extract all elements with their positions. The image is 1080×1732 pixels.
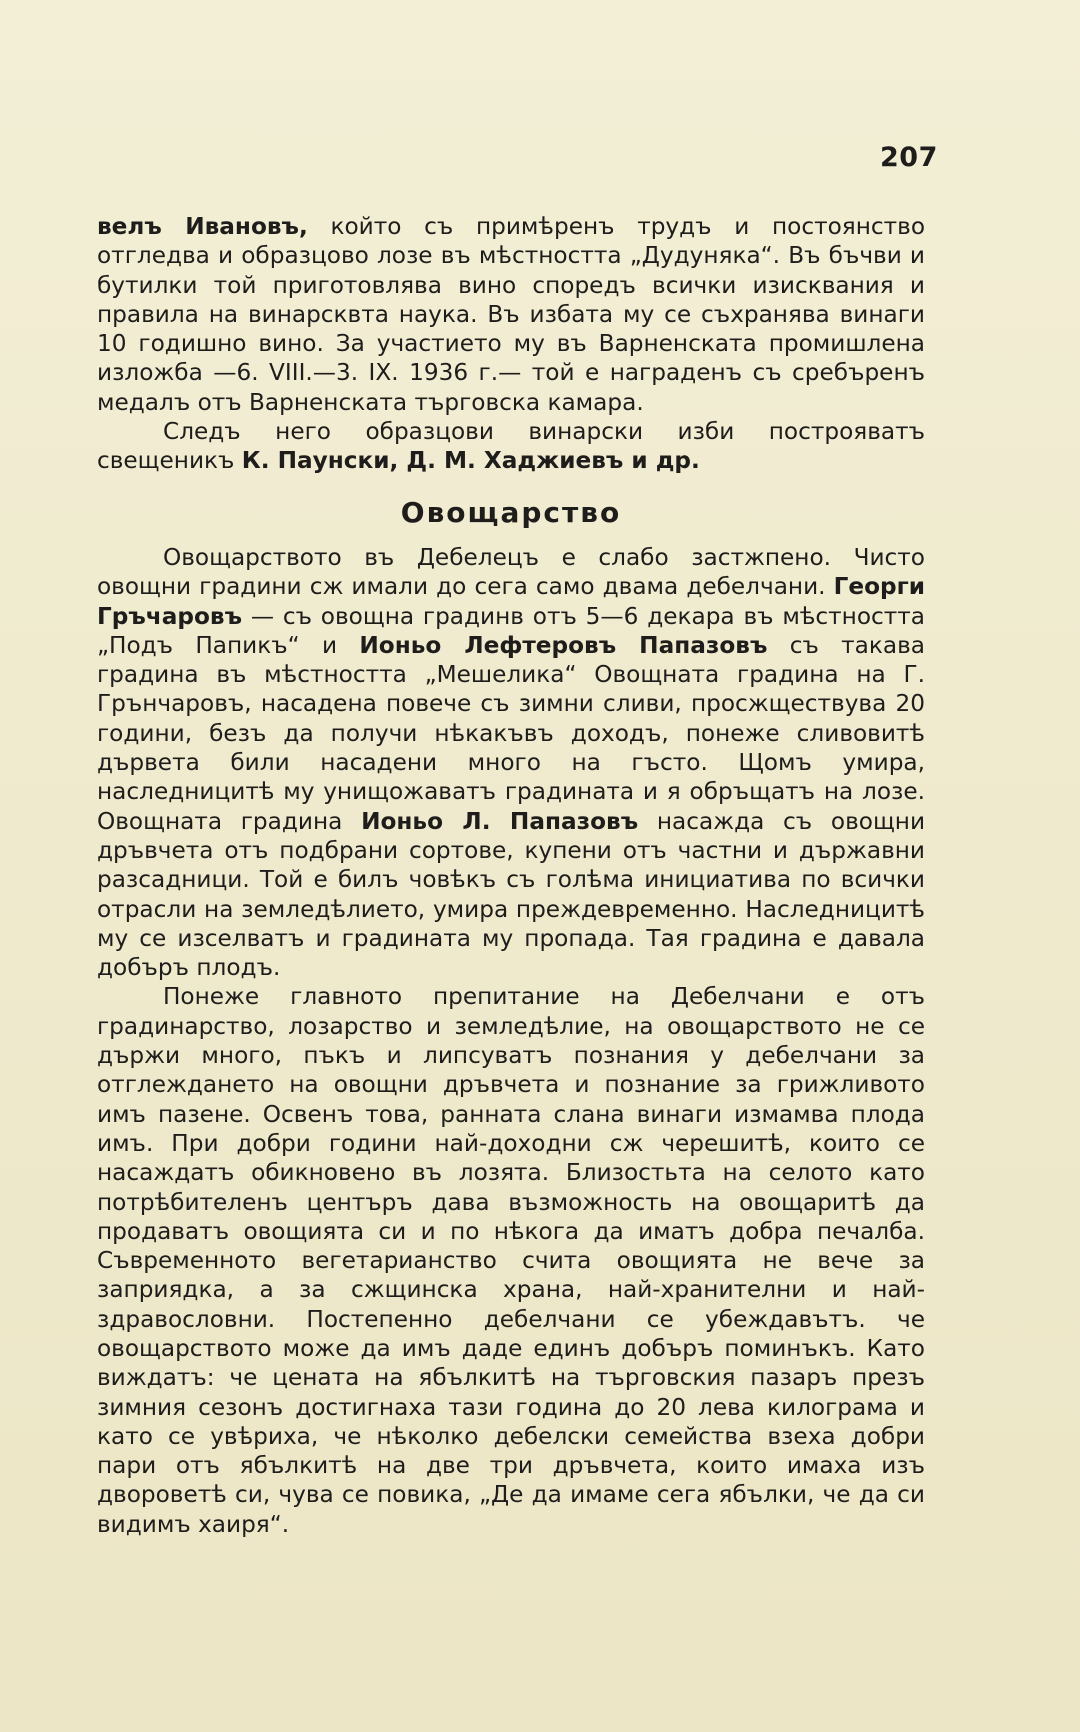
paragraph-text: — съ овощна градинв отъ 5—6 декара въ мѣстността „Подъ Папикъ“ и: [97, 602, 925, 659]
paragraph-text: съ такава градина въ мѣстността „Мешелика“ Овощната градина на Г. Грънчаровъ, насадена повече съ зимни сливи, просжществува 20 години, безъ да получи нѣкакъвъ доходъ, понеже сливовитѣ дървета били насадени много на гъсто. Щомъ умира, наследницитѣ му унищожаватъ градината и я обръщатъ на лозе. Овощната градина: [97, 631, 925, 835]
person-name: Георги Гръчаровъ: [97, 573, 925, 630]
section-heading: Овощарство: [400, 495, 622, 529]
paragraph-text: Следъ него образцови винарски изби построяватъ свещеникъ: [97, 418, 925, 475]
paragraph-winemaker: [97, 212, 925, 417]
body-text: [97, 212, 925, 1539]
person-name: велъ Ивановъ,: [97, 213, 308, 240]
person-names: К. Паунски, Д. М. Хаджиевъ и др.: [241, 447, 700, 475]
paragraph-text: който съ примѣренъ трудъ и постоянство отгледва и образцово лозе въ мѣстността „Дудуняка“. Въ бъчви и бутилки той приготовлява вино споредъ всички изисквания и правила на винарсквта наука. Въ избата му се съхранява винаги 10 годишно вино. За участието му въ Варненската промишлена изложба —6. VIII.—3. IX. 1936 г.— той е награденъ съ сребъренъ медалъ отъ Варненската търговска камара.: [97, 213, 926, 416]
person-name: Ионьо Л. Папазовъ: [361, 807, 639, 835]
person-name: Ионьо Лефтеровъ Папазовъ: [359, 631, 768, 659]
paragraph-text: Понеже главното препитание на Дебелчани е отъ градинарство, лозарство и земледѣлие, на овощарството не се държи много, пъкъ и липсуватъ познания у дебелчани за отглеждането на овощни дръвчета и познание за грижливото имъ пазене. Освенъ това, ранната слана винаги измамва плода имъ. При добри години най-доходни сж черешитѣ, които се насаждатъ обикновено въ лозята. Близостьта на селото като потрѣбителенъ центъръ дава възможность на овощаритѣ да продаватъ овощията си и по нѣкога да иматъ добра печалба. Съвременното вегетарианство счита овощията не вече за заприядка, а за сжщинска храна, най-хранителни и най-здравословни. Постепенно дебелчани се убеждавътъ. че овощарството може да имъ даде единъ добъръ поминъкъ. Като виждатъ: че цената на ябълкитѣ на търговския пазаръ презъ зимния сезонъ достигнаха тази година до 20 лева килограма и като се увѣриха, че нѣколко дебелски семейства взеха добри пари отъ ябълкитѣ на две три дръвчета, които имаха изъ дворовeтѣ си, чува се повика, „Де да имаме сега ябълки, че да си видимъ хаиря“.: [97, 983, 925, 1538]
paragraph-wine-cellars: [97, 417, 925, 476]
paragraph-fruit-growing: [97, 982, 925, 1539]
paragraph-text: насажда съ овощни дръвчета отъ подбрани сортове, купени отъ частни и държавни разсадници. Той е билъ човѣкъ съ голѣма инициатива по всички отрасли на земледѣлието, умира преждевременно. Наследницитѣ му се изселватъ и градината му пропада. Тая градина е давала добъръ плодъ.: [97, 807, 926, 982]
page-number: 207: [880, 142, 938, 173]
paragraph-text: Овощарството въ Дебелецъ е слабо застжпено. Чисто овощни градини сж имали до сега само двама дебелчани.: [97, 543, 925, 601]
paragraph-orchards: [97, 543, 925, 982]
